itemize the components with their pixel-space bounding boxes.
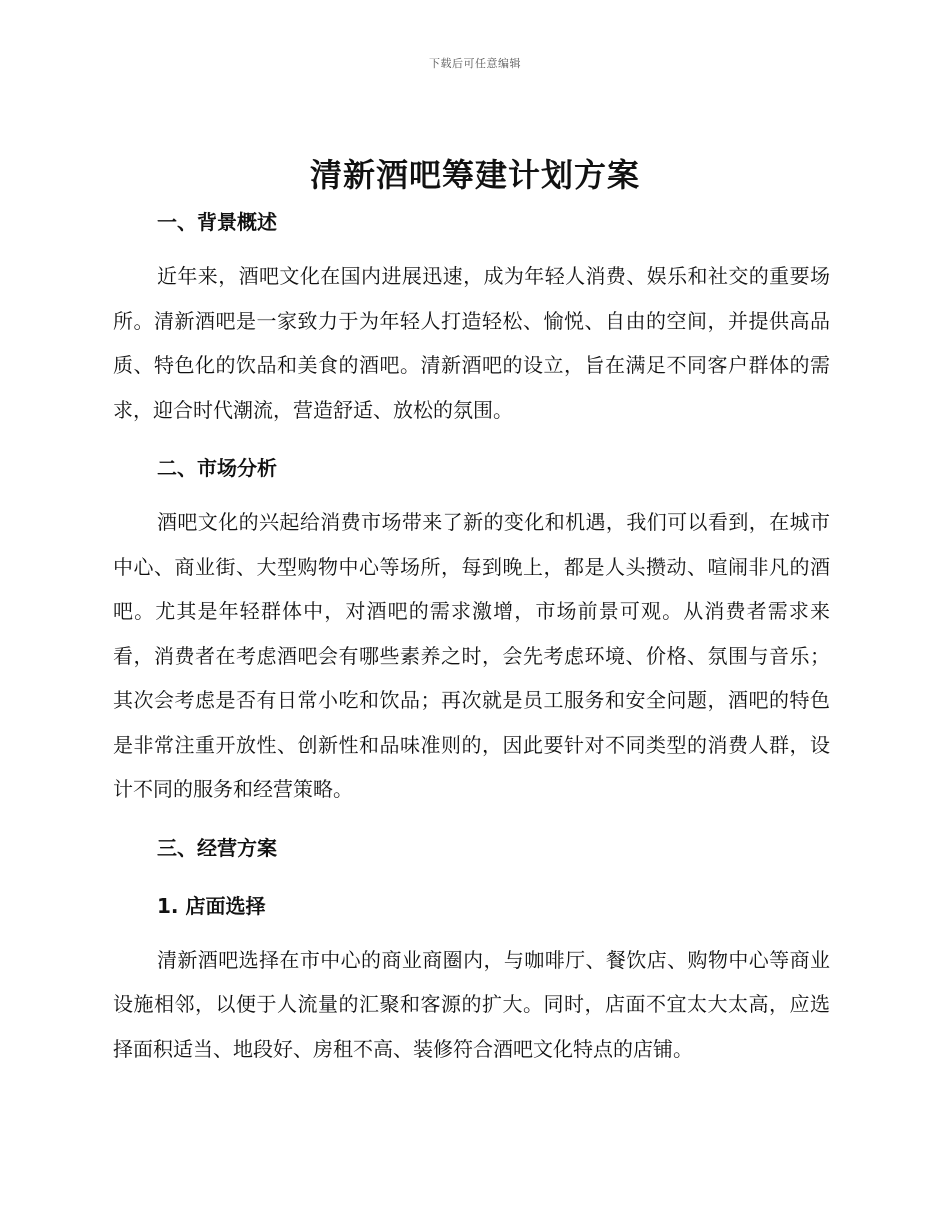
document-body bbox=[113, 200, 830, 1071]
section-heading-background: 一、背景概述 bbox=[157, 210, 277, 234]
section-paragraph-store-selection: 清新酒吧选择在市中心的商业商圈内，与咖啡厅、餐饮店、购物中心等商业设施相邻，以便于人流量的汇聚和客源的扩大。同时，店面不宜太大太高，应选择面积适当、地段好、房租不高、装修符合酒吧文化特点的店铺。 bbox=[113, 947, 830, 1061]
subheading-store-selection: 1. 店面选择 bbox=[157, 893, 266, 918]
header-note: 下载后可任意编辑 bbox=[429, 57, 521, 70]
section-heading-operation: 三、经营方案 bbox=[157, 835, 277, 860]
document-title: 清新酒吧筹建计划方案 bbox=[309, 156, 640, 194]
section-paragraph-market: 酒吧文化的兴起给消费市场带来了新的变化和机遇，我们可以看到，在城市中心、商业街、大型购物中心等场所，每到晚上，都是人头攒动、喧闹非凡的酒吧。尤其是年轻群体中，对酒吧的需求激增，市场前景可观。从消费者需求来看，消费者在考虑酒吧会有哪些素养之时，会先考虑环境、价格、氛围与音乐；其次会考虑是否有日常小吃和饮品；再次就是员工服务和安全问题，酒吧的特色是非常注重开放性、创新性和品味准则的，因此要针对不同类型的消费人群，设计不同的服务和经营策略。 bbox=[113, 510, 830, 801]
section-heading-market: 二、市场分析 bbox=[157, 456, 277, 480]
section-paragraph-background: 近年来，酒吧文化在国内进展迅速，成为年轻人消费、娱乐和社交的重要场所。清新酒吧是一家致力于为年轻人打造轻松、愉悦、自由的空间，并提供高品质、特色化的饮品和美食的酒吧。清新酒吧的设立，旨在满足不同客户群体的需求，迎合时代潮流，营造舒适、放松的氛围。 bbox=[113, 264, 830, 422]
